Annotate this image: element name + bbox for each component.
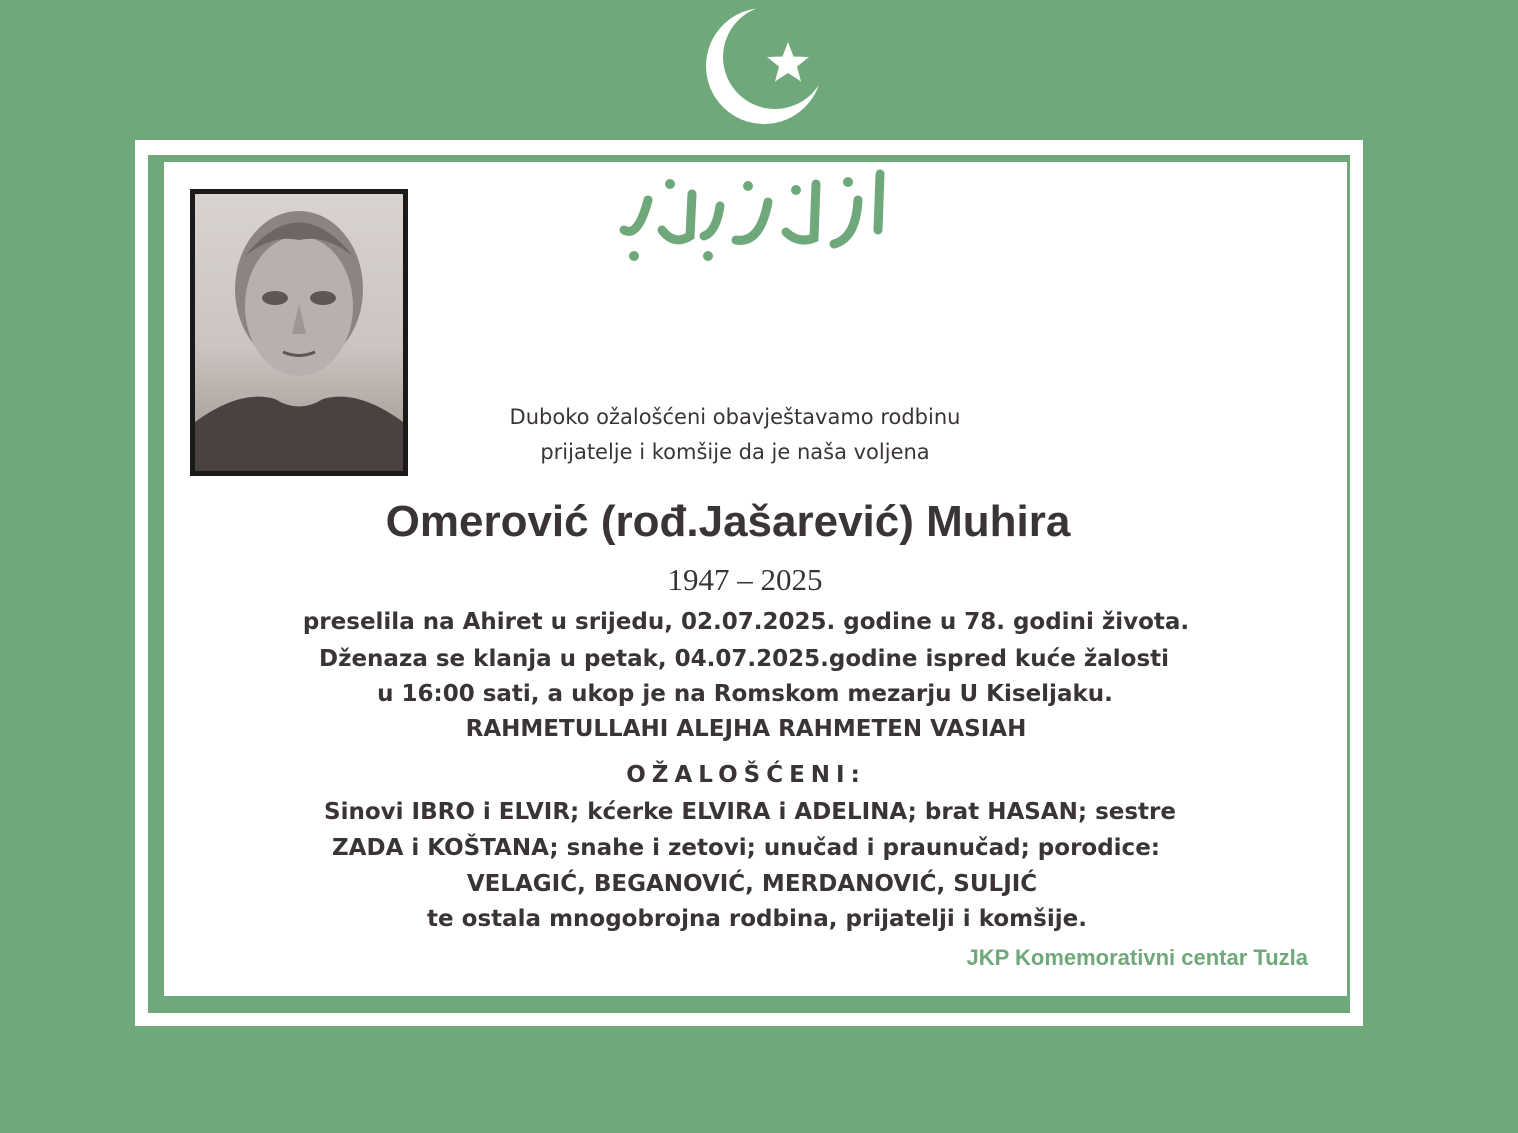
passing-details: preselila na Ahiret u srijedu, 02.07.2025. godine u 78. godini života. [302, 609, 1190, 635]
intro-line-2: prijatelje i komšije da je naša voljena [540, 440, 930, 464]
prayer-text: RAHMETULLAHI ALEJHA RAHMETEN VASIAH [465, 716, 1027, 742]
deceased-name: Omerović (rođ.Jašarević) Muhira [385, 497, 1071, 546]
issuer-footer: JKP Komemorativni centar Tuzla [966, 945, 1308, 970]
mourners-line-1: Sinovi IBRO i ELVIR; kćerke ELVIRA i ADELINA; brat HASAN; sestre [324, 799, 1176, 825]
funeral-details: Dženaza se klanja u petak, 04.07.2025.godine ispred kuće žalosti [318, 646, 1170, 672]
mourners-line-2: ZADA i KOŠTANA; snahe i zetovi; unučad i praunučad; porodice: [332, 835, 1160, 861]
mourners-line-4: te ostala mnogobrojna rodbina, prijatelji i komšije. [427, 906, 1087, 932]
crescent-star-icon [690, 0, 830, 130]
portrait-photo [190, 189, 408, 476]
mourners-line-3: VELAGIĆ, BEGANOVIĆ, MERDANOVIĆ, SULJIĆ [466, 871, 1038, 897]
mourners-heading: OŽALOŠĆENI: [626, 762, 866, 788]
arabic-calligraphy-icon [608, 160, 908, 270]
intro-line-1: Duboko ožalošćeni obavještavamo rodbinu [509, 405, 961, 429]
burial-details: u 16:00 sati, a ukop je na Romskom mezarju U Kiseljaku. [377, 681, 1113, 707]
life-years: 1947 – 2025 [667, 562, 823, 597]
